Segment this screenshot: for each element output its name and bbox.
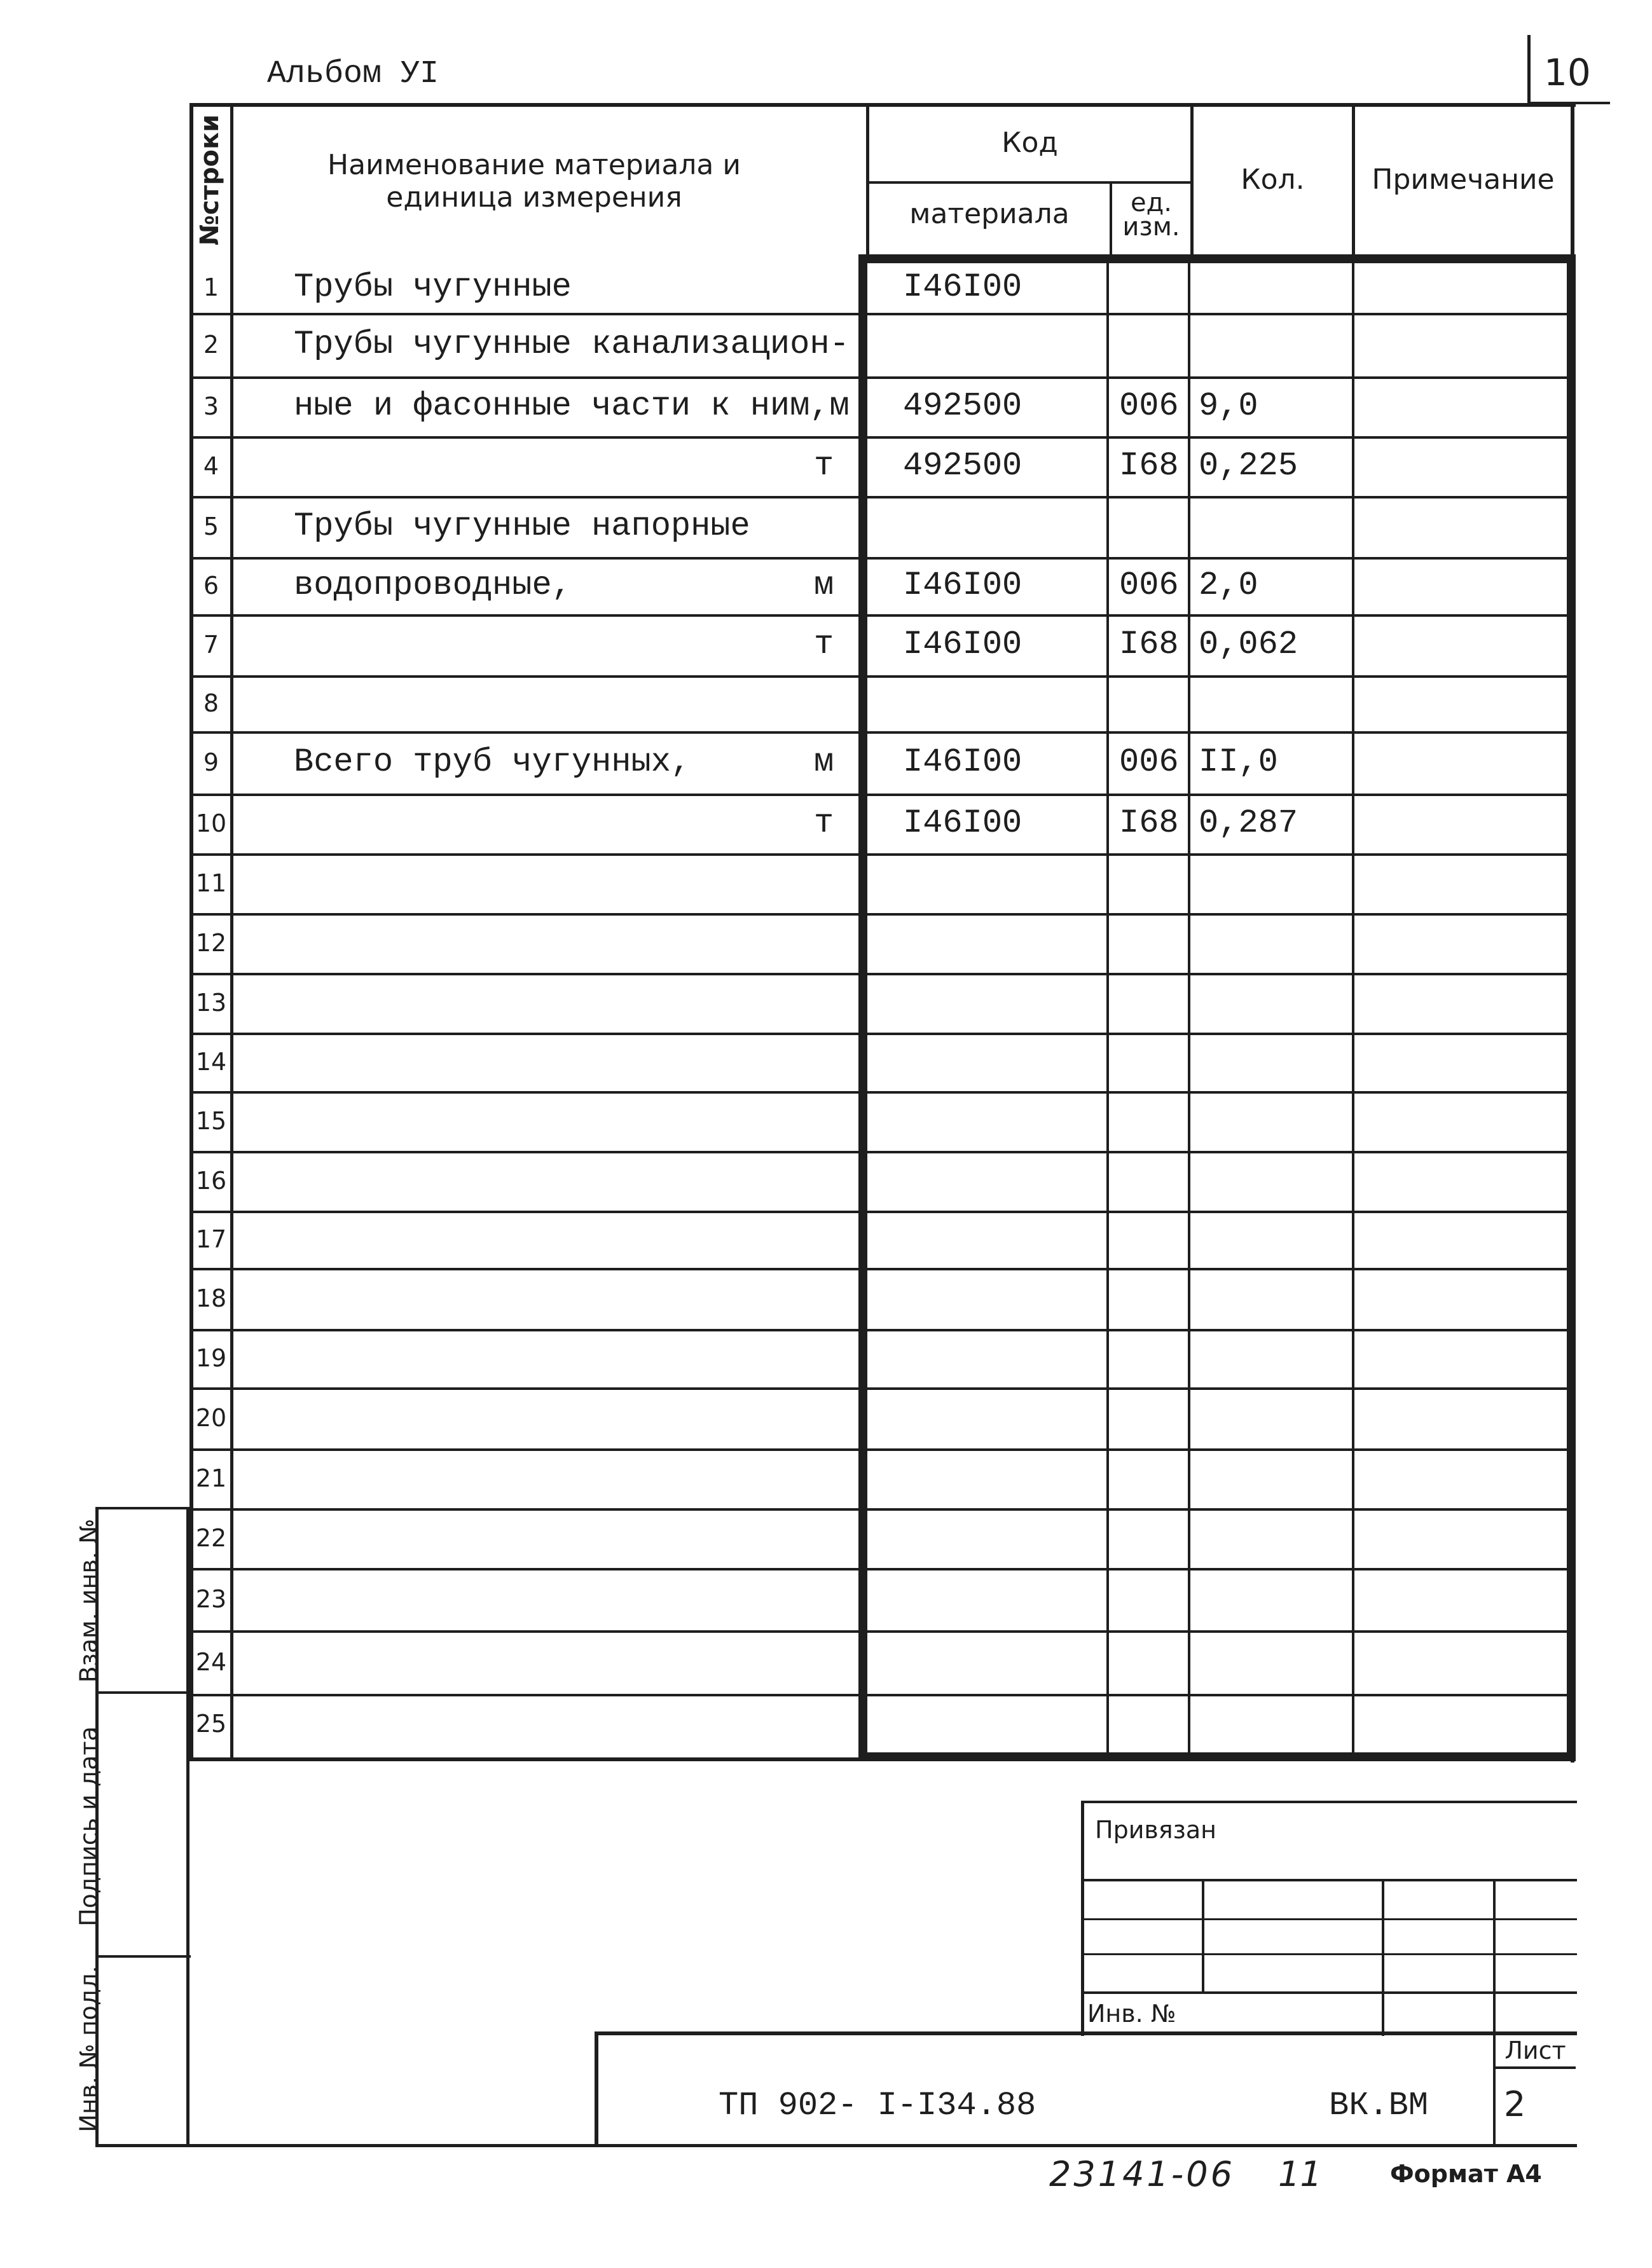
side-label-inv: Инв. № подл. bbox=[74, 1965, 103, 2133]
row-number: 6 bbox=[203, 572, 219, 600]
row-divider bbox=[193, 853, 1571, 856]
row-code: I46I00 bbox=[903, 268, 1022, 306]
row-divider bbox=[193, 1508, 1571, 1511]
document-mark: ВК.ВМ bbox=[1329, 2087, 1429, 2124]
row-number: 9 bbox=[203, 748, 219, 776]
row-code: 492500 bbox=[903, 387, 1022, 425]
row-divider bbox=[193, 731, 1571, 734]
row-divider bbox=[193, 376, 1571, 379]
header-note: Примечание bbox=[1372, 163, 1555, 196]
row-divider bbox=[193, 794, 1571, 796]
row-name: Трубы чугунные bbox=[294, 268, 572, 306]
row-unit-label: м bbox=[814, 567, 834, 604]
row-qty: 0,287 bbox=[1199, 804, 1298, 842]
row-code: I46I00 bbox=[903, 567, 1022, 604]
row-divider bbox=[193, 1091, 1571, 1094]
row-divider bbox=[193, 1630, 1571, 1633]
row-number: 25 bbox=[195, 1710, 227, 1738]
row-code: I46I00 bbox=[903, 804, 1022, 842]
row-number: 20 bbox=[195, 1404, 227, 1432]
row-unit-label: т bbox=[814, 626, 834, 663]
row-divider bbox=[193, 1329, 1571, 1331]
handwritten-number: 23141-06 bbox=[1049, 2154, 1235, 2194]
row-number: 22 bbox=[195, 1524, 227, 1552]
row-unit: 006 bbox=[1119, 567, 1179, 604]
row-unit: 006 bbox=[1119, 387, 1179, 425]
header-name: Наименование материала и единица измерения bbox=[327, 149, 741, 214]
row-divider bbox=[193, 1568, 1571, 1570]
row-number: 3 bbox=[203, 392, 219, 420]
row-number: 18 bbox=[195, 1284, 227, 1312]
row-divider bbox=[193, 614, 1571, 617]
row-number: 7 bbox=[203, 631, 219, 659]
row-number: 15 bbox=[195, 1107, 227, 1135]
row-code: I46I00 bbox=[903, 743, 1022, 781]
row-name: ные и фасонные части к ним,м bbox=[294, 387, 850, 425]
row-unit-label: т bbox=[814, 447, 834, 485]
row-qty: 2,0 bbox=[1199, 567, 1258, 604]
format-label: Формат А4 bbox=[1390, 2160, 1542, 2188]
privyazan-label: Привязан bbox=[1095, 1816, 1216, 1844]
header-qty: Кол. bbox=[1241, 163, 1305, 196]
row-divider bbox=[193, 557, 1571, 560]
row-divider bbox=[193, 496, 1571, 498]
row-number: 24 bbox=[195, 1648, 227, 1676]
row-number: 16 bbox=[195, 1167, 227, 1195]
row-unit-label: т bbox=[814, 804, 834, 842]
row-number: 1 bbox=[203, 273, 219, 301]
row-divider bbox=[193, 675, 1571, 678]
row-number: 2 bbox=[203, 331, 219, 359]
row-code: 492500 bbox=[903, 447, 1022, 485]
row-divider bbox=[193, 1151, 1571, 1153]
row-number: 13 bbox=[195, 989, 227, 1017]
row-divider bbox=[193, 1448, 1571, 1451]
row-number: 4 bbox=[203, 452, 219, 480]
row-name: Всего труб чугунных, bbox=[294, 743, 691, 781]
document-code: ТП 902- I-I34.88 bbox=[719, 2087, 1036, 2124]
row-unit: I68 bbox=[1119, 804, 1179, 842]
row-unit: I68 bbox=[1119, 447, 1179, 485]
row-number: 8 bbox=[203, 689, 219, 717]
row-number: 10 bbox=[195, 809, 227, 837]
row-divider bbox=[193, 913, 1571, 916]
row-divider bbox=[193, 1694, 1571, 1696]
row-name: Трубы чугунные канализацион- bbox=[294, 326, 850, 363]
header-row-no: №строки bbox=[195, 114, 224, 246]
row-unit: I68 bbox=[1119, 626, 1179, 663]
header-material: материала bbox=[909, 198, 1070, 230]
row-divider bbox=[193, 313, 1571, 315]
row-number: 21 bbox=[195, 1464, 227, 1492]
row-number: 14 bbox=[195, 1048, 227, 1076]
row-qty: 0,225 bbox=[1199, 447, 1298, 485]
row-number: 23 bbox=[195, 1585, 227, 1613]
row-divider bbox=[193, 1033, 1571, 1035]
page-number-rule-vertical bbox=[1527, 35, 1531, 105]
row-number: 19 bbox=[195, 1344, 227, 1372]
row-number: 17 bbox=[195, 1225, 227, 1253]
row-number: 11 bbox=[195, 869, 227, 897]
header-code: Код bbox=[1002, 127, 1058, 159]
row-qty: 0,062 bbox=[1199, 626, 1298, 663]
side-label-vzam: Взам. инв. № bbox=[74, 1518, 103, 1683]
header-unit: ед. изм. bbox=[1122, 188, 1180, 242]
row-divider bbox=[193, 973, 1571, 975]
album-label: Альбом УI bbox=[267, 56, 439, 92]
sheet-label: Лист bbox=[1504, 2037, 1566, 2065]
row-code: I46I00 bbox=[903, 626, 1022, 663]
side-label-podpis: Подпись и дата bbox=[74, 1726, 103, 1927]
row-divider bbox=[193, 436, 1571, 439]
row-divider bbox=[193, 1387, 1571, 1390]
handwritten-number-2: 11 bbox=[1278, 2154, 1322, 2194]
row-number: 12 bbox=[195, 929, 227, 957]
row-qty: II,0 bbox=[1199, 743, 1278, 781]
row-divider bbox=[193, 1211, 1571, 1213]
row-qty: 9,0 bbox=[1199, 387, 1258, 425]
sheet-number: 2 bbox=[1504, 2084, 1526, 2124]
row-number: 5 bbox=[203, 512, 219, 540]
row-unit-label: м bbox=[814, 743, 834, 781]
row-name: Трубы чугунные напорные bbox=[294, 507, 750, 545]
page-number: 10 bbox=[1544, 51, 1591, 94]
row-name: водопроводные, bbox=[294, 567, 572, 604]
inv-no-label: Инв. № bbox=[1087, 2000, 1176, 2028]
row-divider bbox=[193, 1268, 1571, 1270]
row-unit: 006 bbox=[1119, 743, 1179, 781]
